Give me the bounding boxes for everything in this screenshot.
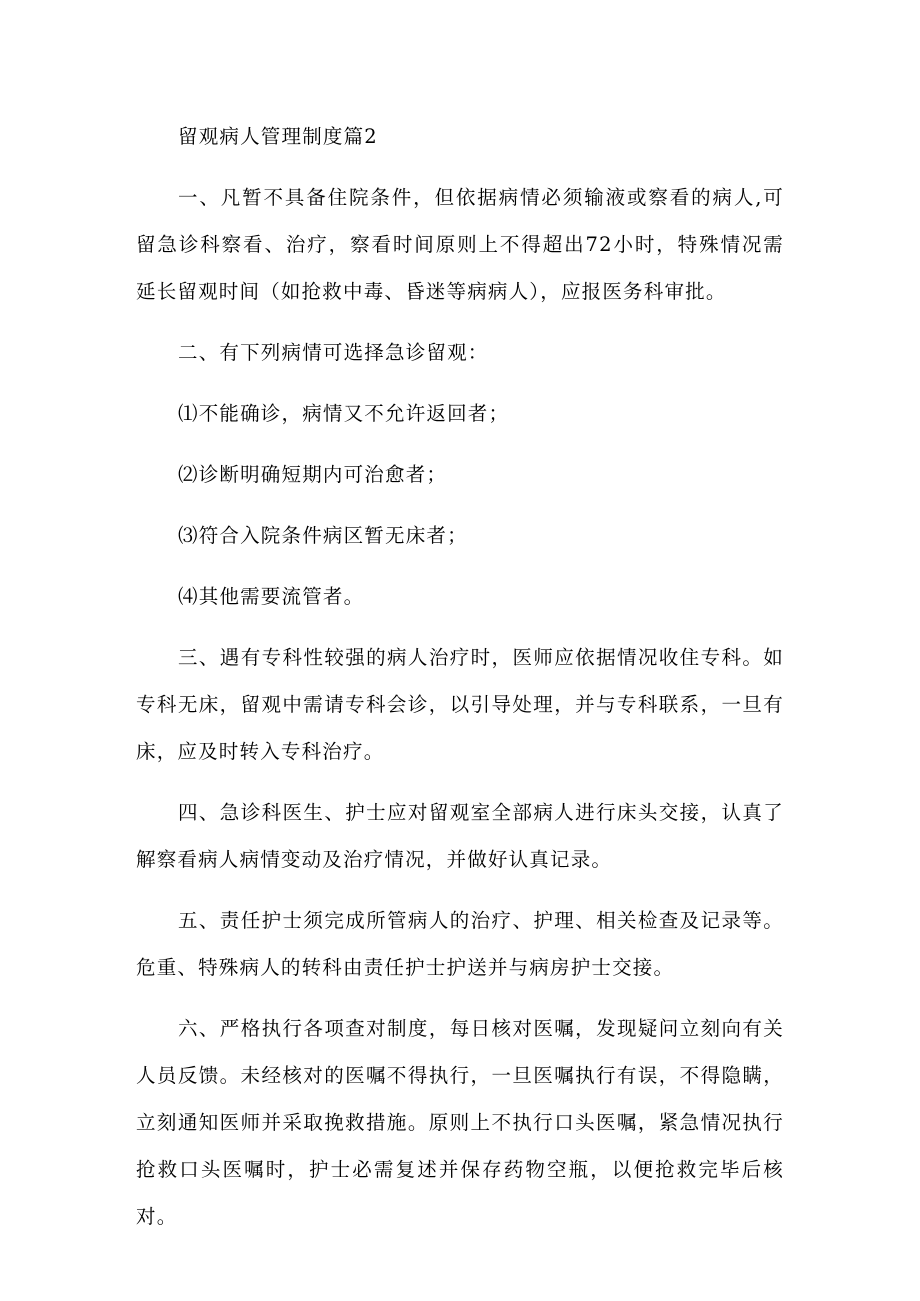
list-item-2: ⑵诊断明确短期内可治愈者； (178, 463, 448, 486)
paragraph-2: 二、有下列病情可选择急诊留观： (178, 341, 489, 364)
document-body (136, 113, 784, 1254)
paragraph-5: 五、责任护士须完成所管病人的治疗、护理、相关检查及记录等。危重、特殊病人的转科由责任护士护送并与病房护士交接。 (136, 909, 784, 979)
paragraph-4: 四、急诊科医生、护士应对留观室全部病人进行床头交接，认真了解察看病人病情变动及治疗情况，并做好认真记录。 (136, 801, 784, 871)
paragraph-1: 一、凡暂不具备住院条件，但依据病情必须输液或察看的病人,可留急诊科察看、治疗，察看时间原则上不得超出72小时，特殊情况需延长留观时间（如抢救中毒、昏迷等病病人），应报医务科审批。 (136, 186, 784, 303)
list-item-4: ⑷其他需要流管者。 (178, 585, 365, 608)
paragraph-6: 六、严格执行各项查对制度，每日核对医嘱，发现疑问立刻向有关人员反馈。未经核对的医嘱不得执行，一旦医嘱执行有误，不得隐瞒，立刻通知医师并采取挽救措施。原则上不执行口头医嘱，紧急情况执行抢救口头医嘱时，护士必需复述并保存药物空瓶，以便抢救完毕后核对。 (136, 1017, 784, 1228)
document-title: 留观病人管理制度篇2 (178, 125, 378, 148)
list-item-1: ⑴不能确诊，病情又不允许返回者； (178, 402, 510, 425)
paragraph-3: 三、遇有专科性较强的病人治疗时，医师应依据情况收住专科。如专科无床，留观中需请专科会诊，以引导处理，并与专科联系，一旦有床，应及时转入专科治疗。 (136, 646, 784, 763)
list-item-3: ⑶符合入院条件病区暂无床者； (178, 524, 468, 547)
